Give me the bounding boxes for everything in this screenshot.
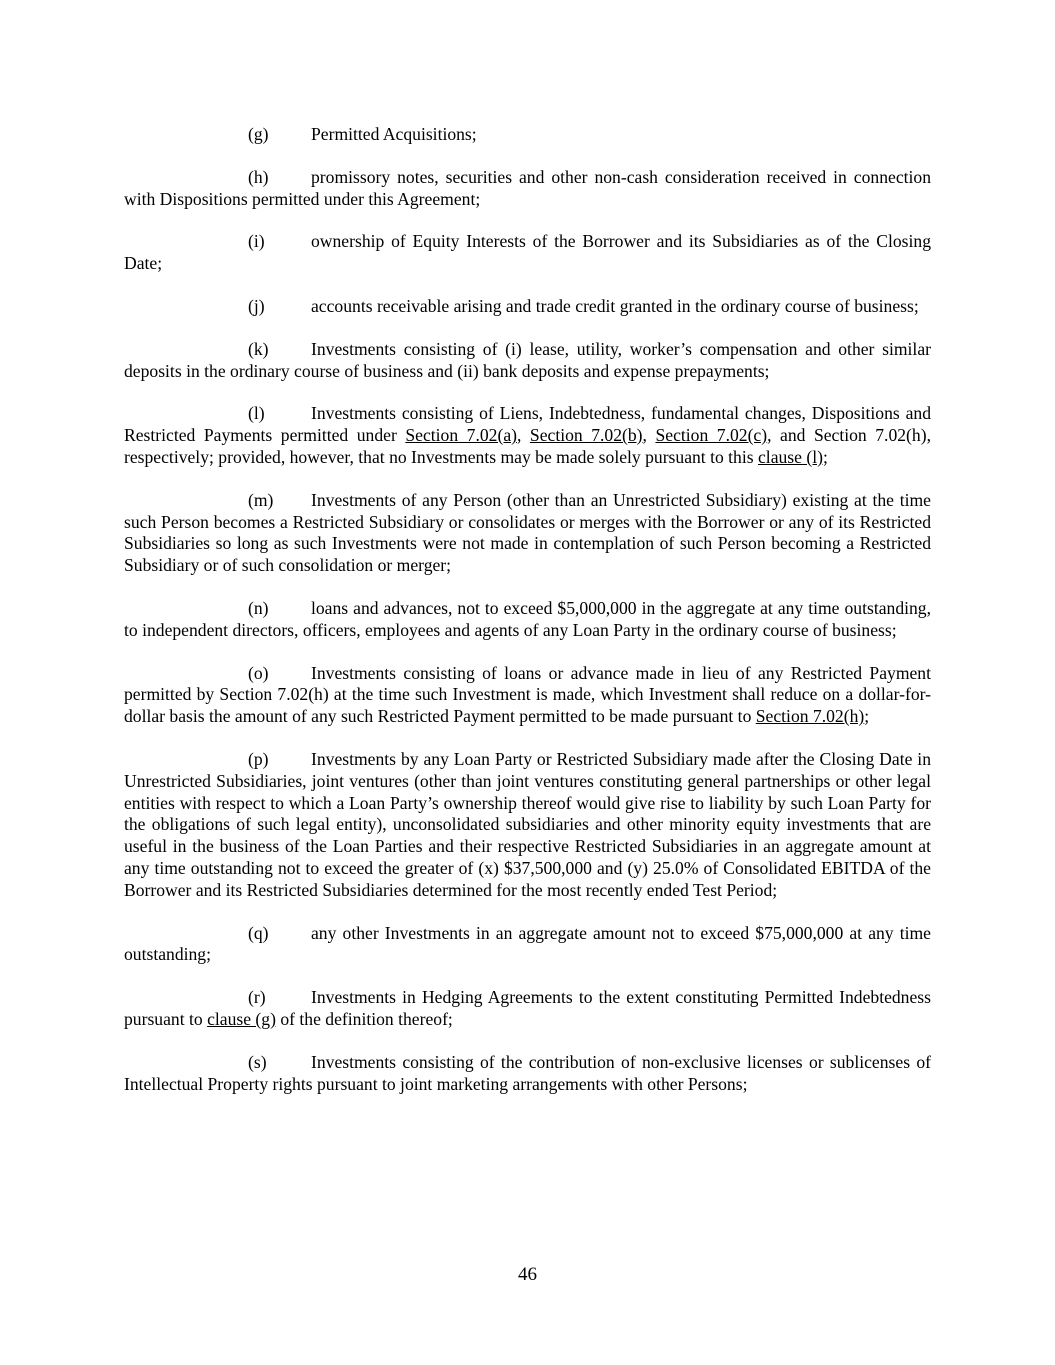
clause-label: (q): [248, 922, 269, 943]
clause-g: [124, 124, 931, 146]
clause-k: [124, 339, 931, 383]
document-body: [124, 124, 931, 1116]
clause-text: , and Section 7.02(h), respectively; provided, however, that no Investments may be made solely pursuant to this: [124, 425, 931, 467]
clause-n: [124, 598, 931, 642]
clause-text: Investments by any Loan Party or Restricted Subsidiary made after the Closing Date in Unrestricted Subsidiaries, joint ventures (other than joint ventures constituting general partnerships or other legal entities with respect to which a Loan Party’s ownership thereof would give rise to liability by such Loan Party for the obligations of such legal entity), unconsolidated subsidiaries and other minority equity investments that are useful in the business of the Loan Parties and their respective Restricted Subsidiaries in an aggregate amount at any time outstanding not to exceed the greater of (x) $37,500,000 and (y) 25.0% of Consolidated EBITDA of the Borrower and its Restricted Subsidiaries determined for the most recently ended Test Period;: [124, 748, 931, 900]
clause-text: Investments consisting of the contribution of non-exclusive licenses or sublicenses of Intellectual Property rights pursuant to joint marketing arrangements with other Persons;: [124, 1051, 931, 1094]
clause-reference-link[interactable]: clause (g): [207, 1008, 276, 1029]
clause-label: (p): [248, 748, 269, 769]
clause-p: [124, 749, 931, 902]
clause-h: [124, 167, 931, 211]
clause-j: [124, 296, 931, 318]
clause-text: Permitted Acquisitions;: [311, 124, 477, 144]
page-number: 46: [518, 1264, 537, 1285]
clause-l: [124, 403, 931, 468]
clause-r: [124, 987, 931, 1031]
clause-i: [124, 231, 931, 275]
clause-text: ;: [864, 706, 870, 727]
section-reference-link[interactable]: Section 7.02(b): [529, 425, 643, 446]
clause-label: (l): [248, 403, 265, 424]
clause-label: (k): [248, 338, 269, 359]
clause-label: (r): [248, 987, 266, 1008]
clause-text: ownership of Equity Interests of the Borrower and its Subsidiaries as of the Closing Date;: [124, 231, 931, 274]
clause-label: (o): [248, 662, 269, 683]
clause-label: (m): [248, 489, 274, 510]
clause-text: Investments of any Person (other than an Unrestricted Subsidiary) existing at the time such Person becomes a Restricted Subsidiary or consolidates or merges with the Borrower or any of its Restricted Subsidiaries so long as such Investments were not made in contemplation of such Person becoming a Restricted Subsidiary or of such consolidation or merger;: [124, 489, 931, 576]
clause-text: of the definition thereof;: [275, 1008, 453, 1029]
clause-label: (s): [248, 1051, 267, 1072]
clause-o: [124, 663, 931, 728]
section-reference-link[interactable]: Section 7.02(c): [655, 425, 768, 446]
clause-label: (j): [248, 295, 265, 316]
clause-text: any other Investments in an aggregate amount not to exceed $75,000,000 at any time outstanding;: [124, 922, 931, 965]
clause-text: promissory notes, securities and other non-cash consideration received in connection with Dispositions permitted under this Agreement;: [124, 166, 931, 209]
clause-text: Investments consisting of (i) lease, utility, worker’s compensation and other similar deposits in the ordinary course of business and (ii) bank deposits and expense prepayments;: [124, 338, 931, 381]
clause-text: ,: [642, 425, 656, 446]
clause-text: Investments consisting of Liens, Indebtedness, fundamental changes, Dispositions and Restricted Payments permitted under: [124, 403, 931, 446]
clause-s: [124, 1052, 931, 1096]
clause-text: ;: [822, 446, 828, 467]
section-reference-link[interactable]: Section 7.02(h): [755, 706, 865, 727]
clause-label: (i): [248, 231, 265, 252]
clause-q: [124, 923, 931, 967]
clause-reference-link[interactable]: clause (l): [758, 446, 823, 467]
clause-text: accounts receivable arising and trade credit granted in the ordinary course of business;: [311, 295, 919, 316]
clause-label: (h): [248, 166, 269, 187]
clause-label: (n): [248, 597, 269, 618]
clause-m: [124, 490, 931, 577]
clause-text: Investments in Hedging Agreements to the extent constituting Permitted Indebtedness pursuant to: [124, 987, 931, 1029]
clause-text: Investments consisting of loans or advance made in lieu of any Restricted Payment permitted by Section 7.02(h) at the time such Investment is made, which Investment shall reduce on a dollar-for-dollar basis the amount of any such Restricted Payment permitted to be made pursuant to: [124, 662, 931, 727]
clause-text: loans and advances, not to exceed $5,000,000 in the aggregate at any time outstanding, to independent directors, officers, employees and agents of any Loan Party in the ordinary course of business;: [124, 597, 931, 640]
clause-label: (g): [248, 124, 269, 144]
section-reference-link[interactable]: Section 7.02(a): [405, 425, 517, 446]
clause-text: ,: [516, 425, 530, 446]
